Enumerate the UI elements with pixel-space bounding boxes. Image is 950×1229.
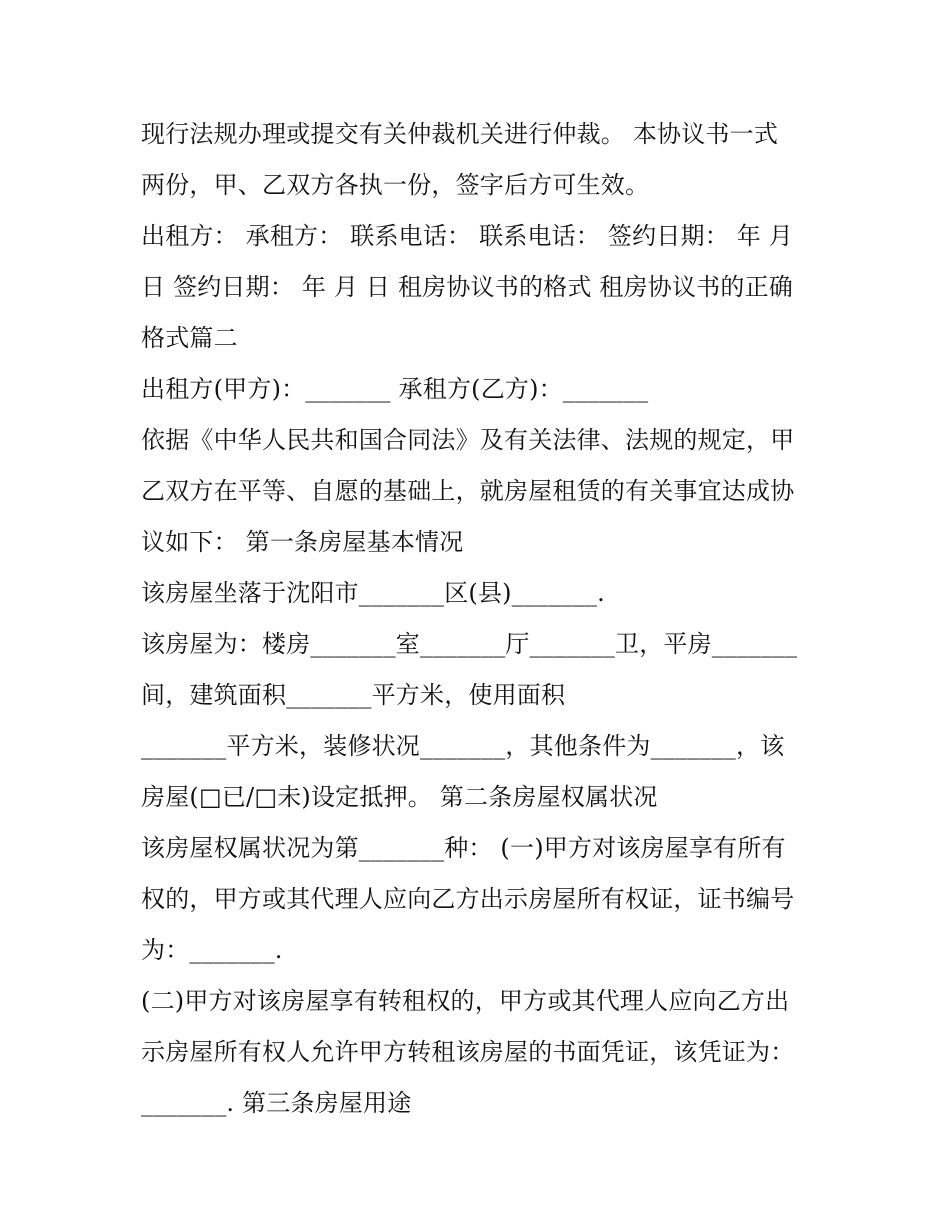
text-line: 出租方(甲方)：_______ 承租方(乙方)：_______ (141, 375, 649, 403)
text-line: 两份，甲、乙双方各执一份，签字后方可生效。 (141, 171, 650, 199)
text-line: (二)甲方对该房屋享有转租权的，甲方或其代理人应向乙方出 (141, 987, 790, 1015)
text-line: 该房屋坐落于沈阳市_______区(县)_______. (141, 579, 605, 607)
text-line: 格式篇二 (141, 324, 238, 352)
text-line: 为：_______. (141, 936, 283, 964)
text-line: 依据《中华人民共和国合同法》及有关法律、法规的规定，甲 (141, 426, 795, 454)
document-body (141, 109, 821, 1129)
text-line: 议如下： 第一条房屋基本情况 (141, 528, 464, 556)
text-line: 日 签约日期： 年 月 日 租房协议书的格式 租房协议书的正确 (141, 273, 793, 301)
text-line: 示房屋所有权人允许甲方转租该房屋的书面凭证，该凭证为： (141, 1038, 795, 1066)
text-line: 乙双方在平等、自愿的基础上，就房屋租赁的有关事宜达成协 (141, 477, 795, 505)
text-line: 间，建筑面积_______平方米，使用面积 (141, 681, 566, 709)
text-line: _______. 第三条房屋用途 (141, 1089, 412, 1117)
text-line: 出租方： 承租方： 联系电话： 联系电话： 签约日期： 年 月 (141, 222, 793, 250)
text-line: 该房屋权属状况为第_______种： (一)甲方对该房屋享有所有 (141, 834, 786, 862)
text-line: _______平方米，装修状况_______，其他条件为_______，该 (141, 732, 785, 760)
text-line: 权的，甲方或其代理人应向乙方出示房屋所有权证，证书编号 (141, 885, 795, 913)
text-line: 现行法规办理或提交有关仲裁机关进行仲裁。 本协议书一式 (141, 120, 779, 148)
text-line: 该房屋为：楼房_______室_______厅_______卫，平房_______ (141, 630, 798, 658)
text-line: 房屋(□已/□未)设定抵押。 第二条房屋权属状况 (141, 783, 658, 811)
